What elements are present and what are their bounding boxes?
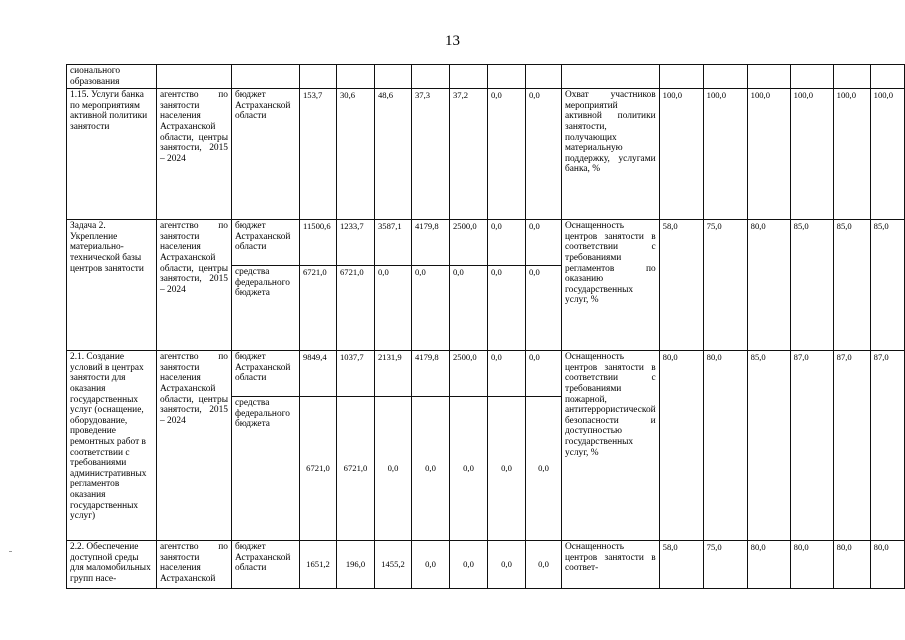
measure-name: 2.2. Обеспечение доступной среды для маломобильных групп насе- [67, 541, 157, 589]
measure-name: 1.15. Услуги банка по мероприятиям активной политики занятости [67, 89, 157, 220]
value-cell: 2500,0 [450, 220, 488, 266]
target-value: 100,0 [870, 89, 904, 220]
table-row [67, 65, 905, 89]
table-row [67, 220, 905, 266]
value-cell: 0,0 [412, 397, 450, 541]
target-value: 87,0 [833, 351, 870, 541]
indicator: Охват участников мероприятий активной политики занятости, получающих материальную поддержку, услугами банка, % [562, 89, 660, 220]
table-row [67, 351, 905, 397]
value-cell: 48,6 [375, 89, 412, 220]
value-cell: 1037,7 [337, 351, 375, 397]
value-cell: 0,0 [412, 541, 450, 589]
funding-source: средства федерального бюджета [232, 266, 300, 351]
value-cell: 37,3 [412, 89, 450, 220]
value-cell: 0,0 [526, 541, 562, 589]
target-value: 80,0 [747, 220, 790, 351]
target-value: 100,0 [659, 89, 703, 220]
funding-source: бюджет Астраханской области [232, 220, 300, 266]
value-cell: 6721,0 [337, 397, 375, 541]
indicator: Оснащенность центров занятости в соответствии с требованиями регламентов по оказанию государственных услуг, % [562, 220, 660, 351]
target-value: 85,0 [747, 351, 790, 541]
target-value: 58,0 [659, 220, 703, 351]
executor: агентство по занятости населения Астраханской области, центры занятости, 2015 – 2024 [157, 351, 232, 541]
value-cell: 0,0 [488, 89, 526, 220]
indicator: Оснащенность центров занятости в соответ- [562, 541, 660, 589]
target-value: 87,0 [790, 351, 833, 541]
target-value: 80,0 [747, 541, 790, 589]
value-cell: 30,6 [337, 89, 375, 220]
measure-name: 2.1. Создание условий в центрах занятости для оказания государственных услуг (оснащение, оборудование, проведение ремонтных работ в соответствии с требованиями административных регламентов оказания государственных услуг) [67, 351, 157, 541]
target-value: 100,0 [790, 89, 833, 220]
value-cell: 6721,0 [337, 266, 375, 351]
value-total: 6721,0 [300, 266, 337, 351]
value-cell: 1455,2 [375, 541, 412, 589]
value-cell: 2500,0 [450, 351, 488, 397]
target-value: 100,0 [703, 89, 747, 220]
target-value: 87,0 [870, 351, 904, 541]
value-cell: 0,0 [526, 397, 562, 541]
value-total: 1651,2 [300, 541, 337, 589]
funding-source: бюджет Астраханской области [232, 541, 300, 589]
table-row [67, 89, 905, 220]
value-total: 6721,0 [300, 397, 337, 541]
target-value: 100,0 [833, 89, 870, 220]
value-cell: 0,0 [526, 266, 562, 351]
target-value: 80,0 [703, 351, 747, 541]
value-cell: 0,0 [488, 351, 526, 397]
measure-name: Задача 2. Укрепление материально-технической базы центров занятости [67, 220, 157, 351]
value-total: 11500,6 [300, 220, 337, 266]
value-total: 9849,4 [300, 351, 337, 397]
value-cell: 0,0 [526, 351, 562, 397]
target-value: 85,0 [790, 220, 833, 351]
target-value: 100,0 [747, 89, 790, 220]
value-cell: 4179,8 [412, 220, 450, 266]
value-cell: 0,0 [488, 266, 526, 351]
value-cell: 196,0 [337, 541, 375, 589]
target-value: 75,0 [703, 541, 747, 589]
value-cell: 0,0 [375, 266, 412, 351]
program-table [66, 64, 905, 589]
value-cell: 0,0 [450, 266, 488, 351]
value-cell: 0,0 [488, 397, 526, 541]
value-cell: 0,0 [488, 220, 526, 266]
funding-source: средства федерального бюджета [232, 397, 300, 541]
value-cell: 0,0 [450, 397, 488, 541]
measure-name: сионального образования [67, 65, 157, 89]
target-value: 85,0 [833, 220, 870, 351]
value-cell: 2131,9 [375, 351, 412, 397]
indicator: Оснащенность центров занятости в соответствии с требованиями пожарной, антитеррористической безопасности и доступностью государственных услуг, % [562, 351, 660, 541]
scan-mark [9, 551, 12, 552]
table-row [67, 541, 905, 589]
value-cell: 0,0 [375, 397, 412, 541]
executor: агентство по занятости населения Астраханской [157, 541, 232, 589]
page-number: 13 [445, 33, 460, 49]
target-value: 75,0 [703, 220, 747, 351]
value-cell: 3587,1 [375, 220, 412, 266]
target-value: 80,0 [870, 541, 904, 589]
value-cell: 0,0 [526, 220, 562, 266]
value-cell: 1233,7 [337, 220, 375, 266]
value-cell: 0,0 [488, 541, 526, 589]
value-total: 153,7 [300, 89, 337, 220]
value-cell: 0,0 [450, 541, 488, 589]
funding-source: бюджет Астраханской области [232, 351, 300, 397]
executor: агентство по занятости населения Астраханской области, центры занятости, 2015 – 2024 [157, 220, 232, 351]
target-value: 80,0 [790, 541, 833, 589]
value-cell: 37,2 [450, 89, 488, 220]
target-value: 58,0 [659, 541, 703, 589]
target-value: 80,0 [833, 541, 870, 589]
value-cell: 0,0 [412, 266, 450, 351]
value-cell: 4179,8 [412, 351, 450, 397]
target-value: 85,0 [870, 220, 904, 351]
executor: агентство по занятости населения Астраханской области, центры занятости, 2015 – 2024 [157, 89, 232, 220]
target-value: 80,0 [659, 351, 703, 541]
funding-source: бюджет Астраханской области [232, 89, 300, 220]
value-cell: 0,0 [526, 89, 562, 220]
